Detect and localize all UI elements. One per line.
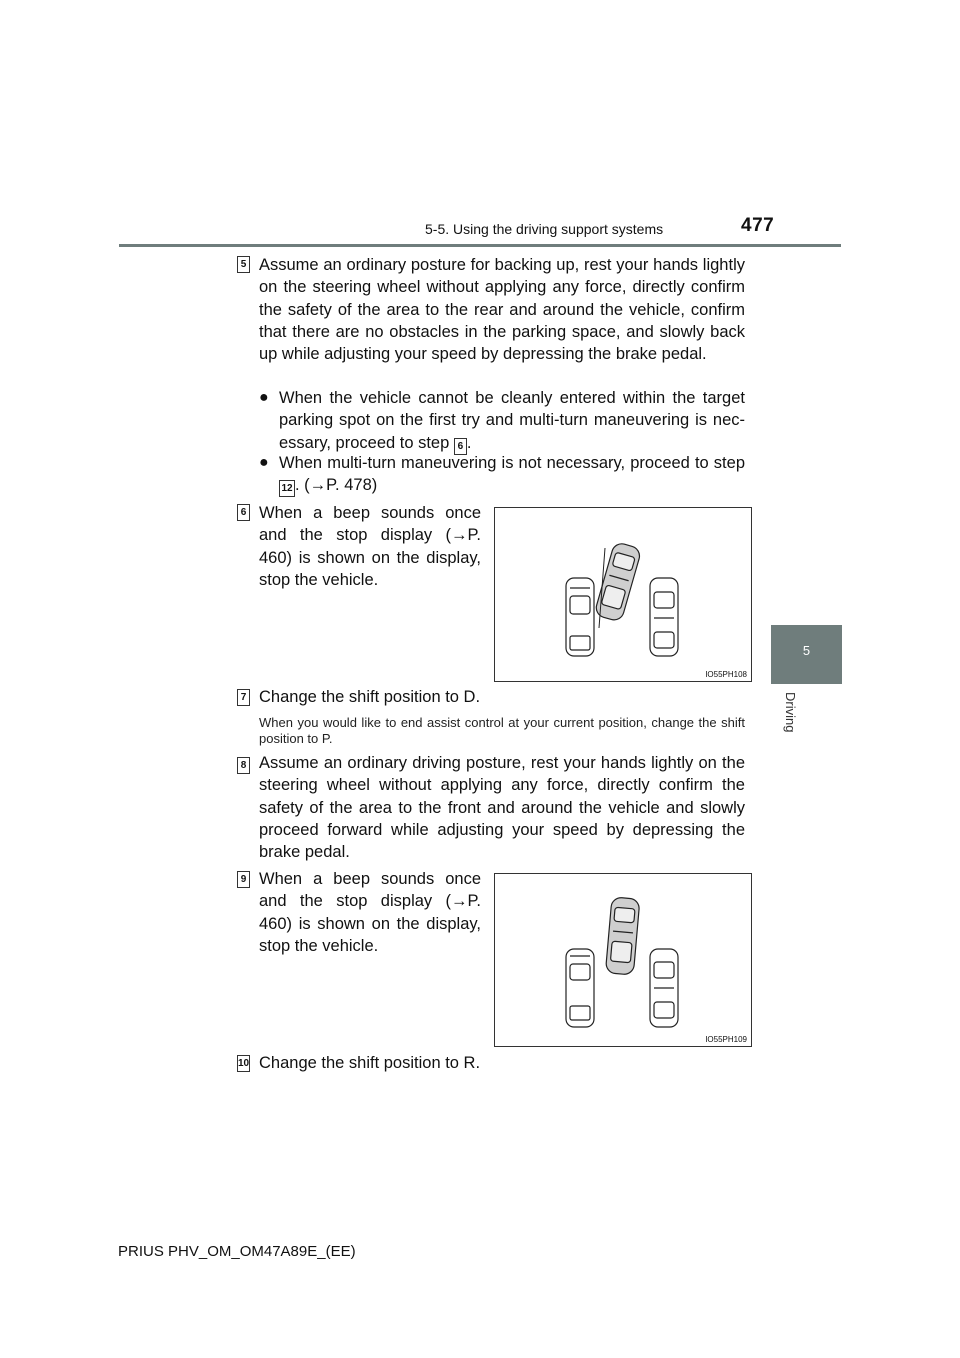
bullet-2-text: When multi-turn maneuvering is not necessary, proceed to step bbox=[279, 454, 745, 472]
parking-diagram bbox=[495, 508, 751, 681]
figure-code: IO55PH108 bbox=[705, 670, 747, 679]
page-number: 477 bbox=[741, 215, 775, 236]
step-7-text: Change the shift position to D. bbox=[259, 688, 481, 706]
step-number-8: 8 bbox=[237, 757, 250, 774]
step-7-note: When you would like to end assist control at your current position, change the shift position to P. bbox=[259, 715, 745, 746]
step-number-6: 6 bbox=[237, 504, 250, 521]
step-ref-12: 12 bbox=[279, 480, 295, 497]
step-6-text: When a beep sounds once and the stop display (→P. 460) is shown on the display, stop the vehicle. bbox=[259, 504, 481, 589]
figure-reverse-stop bbox=[494, 507, 752, 682]
chapter-number: 5 bbox=[802, 643, 811, 658]
bullet-1-end: . bbox=[466, 433, 472, 452]
chapter-label: Driving bbox=[783, 692, 798, 733]
bullet-2-end: . (→P. 478) bbox=[295, 476, 378, 495]
parking-diagram-forward bbox=[495, 874, 751, 1046]
step-10-text: Change the shift position to R. bbox=[259, 1054, 481, 1072]
step-8-text: Assume an ordinary driving posture, rest your hands lightly on the steering wheel without applying any force, directly confirm the safety of the area to the front and around the vehicle and slowly proceed forward while adjusting your speed by depressing the brake pedal. bbox=[259, 754, 745, 862]
bullet-no-multi-turn bbox=[259, 452, 745, 497]
bullet-icon: ● bbox=[259, 454, 269, 471]
step-number-10: 10 bbox=[237, 1055, 250, 1072]
header-rule bbox=[119, 244, 841, 247]
figure-forward-stop bbox=[494, 873, 752, 1047]
step-9-text: When a beep sounds once and the stop display (→P. 460) is shown on the display, stop the vehicle. bbox=[259, 870, 481, 955]
document-id: PRIUS PHV_OM_OM47A89E_(EE) bbox=[118, 1243, 356, 1260]
bullet-multi-turn bbox=[259, 387, 745, 455]
section-title: 5-5. Using the driving support systems bbox=[425, 221, 664, 237]
step-5-text: Assume an ordinary posture for backing up, rest your hands lightly on the steering wheel without applying any force, directly confirm the safety of the area to the rear and around the vehicle, confirm that there are no obstacles in the parking space, and slowly back up while adjusting your speed by depressing the brake pedal. bbox=[259, 256, 745, 364]
step-number-7: 7 bbox=[237, 689, 250, 706]
bullet-1-text: When the vehicle cannot be cleanly entered within the target parking spot on the first try and multi-turn maneuvering is nec-essary, proceed to step bbox=[279, 389, 745, 452]
bullet-icon: ● bbox=[259, 389, 269, 406]
step-number-5: 5 bbox=[237, 256, 250, 273]
step-ref-6: 6 bbox=[454, 438, 467, 455]
figure-code: IO55PH109 bbox=[705, 1035, 747, 1044]
step-number-9: 9 bbox=[237, 871, 250, 888]
